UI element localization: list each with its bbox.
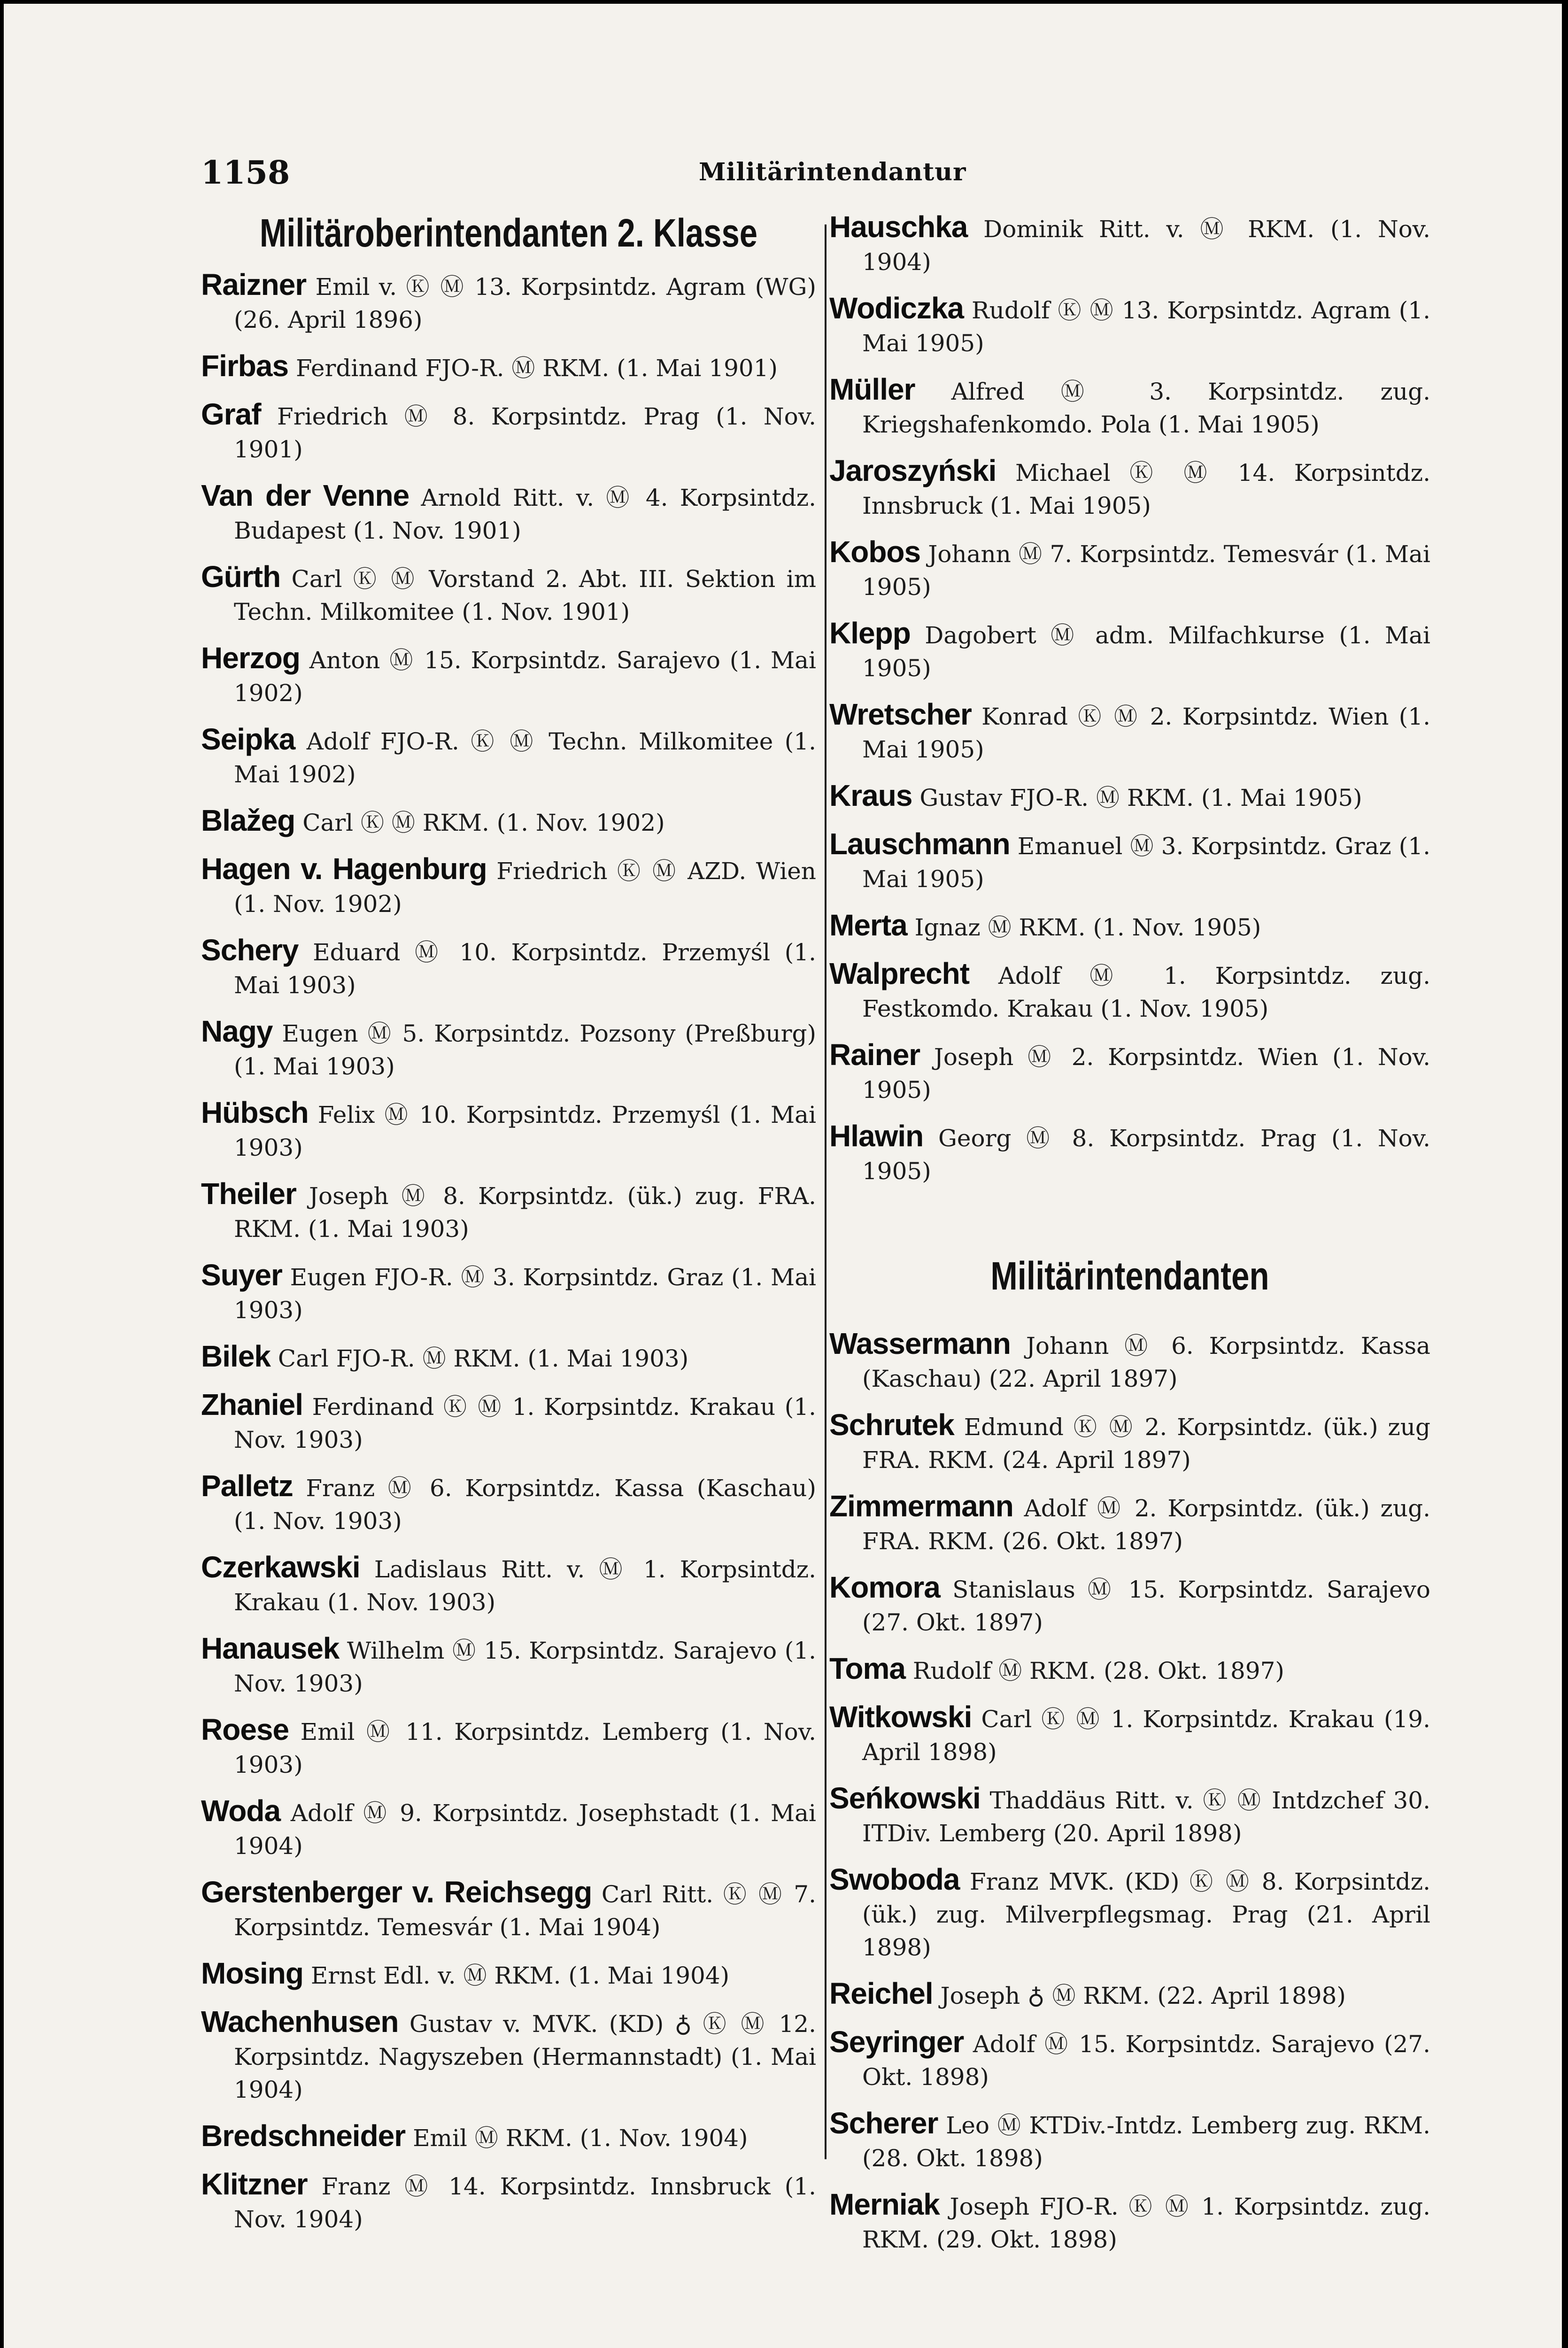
list-item (829, 1038, 1430, 1106)
entry-details: Felix Ⓜ 10. Korpsintdz. Przemyśl (1. Mai 1903) (234, 1101, 816, 1161)
entry-details: Dagobert Ⓜ adm. Milfachkurse (1. Mai 1905) (862, 622, 1430, 682)
entry-details: Johann Ⓜ 7. Korpsintdz. Temesvár (1. Mai 1905) (862, 541, 1430, 601)
list-item (201, 1177, 816, 1245)
entry-details: Eduard Ⓜ 10. Korpsintdz. Przemyśl (1. Mai 1903) (234, 939, 816, 999)
entry-surname: Swoboda (829, 1862, 960, 1896)
entry-surname: Lauschmann (829, 827, 1010, 861)
entry-surname: Blažeg (201, 803, 295, 837)
list-item (201, 1713, 816, 1781)
left-column (201, 210, 816, 2249)
section-title-oberintendanten: Militäroberintendanten 2. Klasse (259, 211, 758, 255)
entry-details: Ignaz Ⓜ RKM. (1. Nov. 1905) (914, 914, 1261, 941)
list-item (201, 268, 816, 336)
entry-details: Alfred Ⓜ 3. Korpsintdz. zug. Kriegshafenkomdo. Pola (1. Mai 1905) (862, 378, 1430, 438)
list-item (201, 1340, 816, 1375)
entry-details: Anton Ⓜ 15. Korpsintdz. Sarajevo (1. Mai 1902) (234, 647, 816, 707)
entry-surname: Wodiczka (829, 291, 964, 325)
entry-details: Adolf FJO-R. Ⓚ Ⓜ Techn. Milkomitee (1. Mai 1902) (234, 728, 816, 788)
entry-surname: Graf (201, 397, 261, 431)
entry-surname: Witkowski (829, 1700, 972, 1734)
entry-surname: Klepp (829, 616, 911, 650)
entry-details: Ernst Edl. v. Ⓜ RKM. (1. Mai 1904) (310, 1962, 730, 1989)
list-item (201, 1632, 816, 1700)
entry-details: Franz Ⓜ 14. Korpsintdz. Innsbruck (1. Nov. 1904) (234, 2173, 816, 2233)
list-item (829, 535, 1430, 603)
list-item (829, 1120, 1430, 1188)
list-item (201, 1388, 816, 1456)
list-item (829, 1977, 1430, 2012)
entry-surname: Palletz (201, 1469, 293, 1503)
entry-surname: Jaroszyński (829, 454, 996, 487)
list-item (829, 1571, 1430, 1639)
entry-details: Carl Ⓚ Ⓜ Vorstand 2. Abt. III. Sektion im Techn. Milkomitee (1. Nov. 1901) (234, 565, 816, 626)
entry-details: Joseph FJO-R. Ⓚ Ⓜ 1. Korpsintdz. zug. RKM. (29. Okt. 1898) (862, 2193, 1430, 2253)
list-item (201, 934, 816, 1002)
entry-details: Adolf Ⓜ 1. Korpsintdz. zug. Festkomdo. Krakau (1. Nov. 1905) (862, 962, 1430, 1022)
entry-surname: Herzog (201, 641, 300, 675)
entry-details: Thaddäus Ritt. v. Ⓚ Ⓜ Intdzchef 30. ITDiv. Lemberg (20. April 1898) (862, 1787, 1430, 1847)
list-item (829, 1863, 1430, 1964)
entry-surname: Raizner (201, 268, 307, 301)
list-item (829, 1408, 1430, 1476)
entry-surname: Seńkowski (829, 1781, 981, 1815)
list-item (201, 723, 816, 791)
entry-surname: Merta (829, 908, 907, 942)
entry-surname: Hlawin (829, 1119, 924, 1153)
entry-surname: Nagy (201, 1014, 273, 1048)
list-item (829, 1327, 1430, 1395)
list-item (201, 2168, 816, 2236)
entry-details: Adolf Ⓜ 15. Korpsintdz. Sarajevo (27. Okt. 1898) (862, 2031, 1430, 2091)
list-item (201, 641, 816, 710)
list-item (829, 909, 1430, 944)
entry-details: Adolf Ⓜ 9. Korpsintdz. Josephstadt (1. Mai 1904) (234, 1800, 816, 1860)
list-item (201, 1015, 816, 1083)
entry-surname: Seipka (201, 722, 295, 756)
entry-surname: Van der Venne (201, 479, 409, 512)
entry-list (829, 1327, 1430, 2256)
entry-surname: Komora (829, 1570, 940, 1604)
list-item (829, 2107, 1430, 2175)
entry-surname: Theiler (201, 1177, 296, 1211)
entry-surname: Toma (829, 1652, 905, 1685)
entry-surname: Czerkawski (201, 1550, 360, 1584)
list-item (829, 698, 1430, 766)
entry-surname: Hübsch (201, 1096, 309, 1129)
entry-details: Rudolf Ⓚ Ⓜ 13. Korpsintdz. Agram (1. Mai 1905) (862, 297, 1430, 357)
page-header (201, 154, 1422, 192)
list-item (201, 2005, 816, 2106)
list-item (829, 2025, 1430, 2093)
entry-details: Emil v. Ⓚ Ⓜ 13. Korpsintdz. Agram (WG) (26. April 1896) (234, 273, 816, 333)
entry-surname: Wachenhusen (201, 2005, 399, 2039)
entry-details: Emil Ⓜ RKM. (1. Nov. 1904) (413, 2124, 748, 2152)
list-item (201, 479, 816, 547)
entry-surname: Scherer (829, 2106, 938, 2140)
list-item (829, 210, 1430, 278)
entry-surname: Bredschneider (201, 2119, 406, 2153)
entry-details: Dominik Ritt. v. Ⓜ RKM. (1. Nov. 1904) (862, 216, 1431, 276)
entry-details: Joseph ♁ Ⓜ RKM. (22. April 1898) (940, 1982, 1346, 2009)
list-item (829, 1700, 1430, 1769)
list-item (829, 617, 1430, 685)
list-item (201, 398, 816, 466)
entry-details: Ferdinand Ⓚ Ⓜ 1. Korpsintdz. Krakau (1. Nov. 1903) (234, 1393, 816, 1453)
entry-surname: Bilek (201, 1339, 270, 1373)
right-column (829, 210, 1430, 2269)
entry-details: Rudolf Ⓜ RKM. (28. Okt. 1897) (912, 1657, 1284, 1684)
entry-details: Wilhelm Ⓜ 15. Korpsintdz. Sarajevo (1. Nov. 1903) (234, 1637, 816, 1697)
entry-details: Emanuel Ⓜ 3. Korpsintdz. Graz (1. Mai 1905) (862, 833, 1430, 893)
entry-details: Georg Ⓜ 8. Korpsintdz. Prag (1. Nov. 1905) (862, 1125, 1430, 1185)
list-item (201, 2119, 816, 2155)
entry-surname: Hauschka (829, 210, 968, 244)
entry-surname: Reichel (829, 1977, 933, 2010)
entry-details: Konrad Ⓚ Ⓜ 2. Korpsintdz. Wien (1. Mai 1905) (862, 703, 1430, 763)
page-number: 1158 (201, 154, 290, 192)
list-item (829, 827, 1430, 896)
book-page (4, 4, 1562, 2348)
entry-surname: Seyringer (829, 2025, 964, 2059)
list-item (829, 957, 1430, 1025)
list-item (201, 804, 816, 839)
entry-surname: Gerstenberger v. Reichsegg (201, 1875, 592, 1909)
entry-surname: Suyer (201, 1258, 282, 1292)
entry-surname: Rainer (829, 1038, 920, 1072)
entry-surname: Gürth (201, 560, 281, 594)
entry-list (201, 268, 816, 2236)
entry-surname: Wassermann (829, 1327, 1011, 1360)
list-item (829, 2188, 1430, 2256)
entry-surname: Walprecht (829, 957, 969, 990)
entry-details: Franz Ⓜ 6. Korpsintdz. Kassa (Kaschau) (1. Nov. 1903) (234, 1475, 816, 1535)
entry-details: Ladislaus Ritt. v. Ⓜ 1. Korpsintdz. Krakau (1. Nov. 1903) (234, 1556, 816, 1616)
entry-details: Gustav v. MVK. (KD) ♁ Ⓚ Ⓜ 12. Korpsintdz. Nagyszeben (Hermannstadt) (1. Mai 1904) (234, 2010, 816, 2103)
entry-details: Adolf Ⓜ 2. Korpsintdz. (ük.) zug. FRA. RKM. (26. Okt. 1897) (862, 1495, 1430, 1555)
entry-details: Carl FJO-R. Ⓜ RKM. (1. Mai 1903) (278, 1345, 689, 1372)
list-item (201, 1259, 816, 1327)
list-item (201, 1876, 816, 1944)
entry-details: Friedrich Ⓜ 8. Korpsintdz. Prag (1. Nov. 1901) (234, 403, 816, 463)
list-item (201, 560, 816, 628)
list-item (829, 292, 1430, 360)
list-item (829, 1652, 1430, 1687)
entry-details: Eugen FJO-R. Ⓜ 3. Korpsintdz. Graz (1. Mai 1903) (234, 1264, 816, 1324)
entry-surname: Hanausek (201, 1631, 340, 1665)
entry-details: Gustav FJO-R. Ⓜ RKM. (1. Mai 1905) (919, 784, 1362, 811)
entry-surname: Kobos (829, 535, 921, 569)
list-item (201, 852, 816, 920)
entry-details: Ferdinand FJO-R. Ⓜ RKM. (1. Mai 1901) (295, 355, 778, 382)
list-item (201, 1957, 816, 1992)
entry-details: Carl Ⓚ Ⓜ 1. Korpsintdz. Krakau (19. April 1898) (862, 1706, 1430, 1766)
entry-surname: Zhaniel (201, 1388, 303, 1421)
list-item (829, 454, 1430, 522)
entry-details: Joseph Ⓜ 8. Korpsintdz. (ük.) zug. FRA. RKM. (1. Mai 1903) (234, 1182, 816, 1243)
running-head: Militärintendantur (699, 158, 966, 186)
entry-details: Michael Ⓚ Ⓜ 14. Korpsintdz. Innsbruck (1. Mai 1905) (862, 459, 1430, 519)
entry-details: Johann Ⓜ 6. Korpsintdz. Kassa (Kaschau) (22. April 1897) (862, 1332, 1430, 1392)
entry-details: Joseph Ⓜ 2. Korpsintdz. Wien (1. Nov. 1905) (862, 1043, 1430, 1104)
column-divider (825, 224, 826, 2159)
entry-details: Emil Ⓜ 11. Korpsintdz. Lemberg (1. Nov. 1903) (234, 1718, 816, 1778)
entry-surname: Mosing (201, 1956, 303, 1990)
list-item (201, 1551, 816, 1619)
list-item (829, 373, 1430, 441)
entry-surname: Merniak (829, 2187, 940, 2221)
entry-details: Leo Ⓜ KTDiv.-Intdz. Lemberg zug. RKM. (28. Okt. 1898) (862, 2112, 1430, 2172)
entry-surname: Klitzner (201, 2167, 308, 2201)
entry-surname: Schery (201, 933, 299, 967)
list-item (201, 1096, 816, 1164)
entry-surname: Wretscher (829, 697, 972, 731)
entry-details: Arnold Ritt. v. Ⓜ 4. Korpsintdz. Budapest (1. Nov. 1901) (234, 484, 817, 544)
list-item (829, 1782, 1430, 1850)
entry-surname: Müller (829, 372, 915, 406)
section-title-intendanten: Militärintendanten (990, 1254, 1269, 1298)
entry-surname: Kraus (829, 779, 912, 812)
list-item (829, 1490, 1430, 1558)
entry-details: Carl Ⓚ Ⓜ RKM. (1. Nov. 1902) (302, 809, 665, 836)
list-item (829, 779, 1430, 814)
list-item (201, 1469, 816, 1537)
entry-surname: Roese (201, 1713, 289, 1746)
entry-surname: Schrutek (829, 1408, 954, 1442)
entry-list-continued (829, 210, 1430, 1188)
entry-surname: Firbas (201, 349, 289, 383)
entry-surname: Zimmermann (829, 1489, 1013, 1523)
entry-surname: Woda (201, 1794, 281, 1828)
entry-details: Eugen Ⓜ 5. Korpsintdz. Pozsony (Preßburg) (1. Mai 1903) (234, 1020, 816, 1080)
entry-details: Franz MVK. (KD) Ⓚ Ⓜ 8. Korpsintdz. (ük.) zug. Milverpflegsmag. Prag (21. April 1898) (862, 1868, 1430, 1961)
entry-details: Stanislaus Ⓜ 15. Korpsintdz. Sarajevo (27. Okt. 1897) (862, 1576, 1430, 1636)
entry-details: Friedrich Ⓚ Ⓜ AZD. Wien (1. Nov. 1902) (234, 857, 817, 918)
list-item (201, 1794, 816, 1862)
list-item (201, 349, 816, 385)
entry-surname: Hagen v. Hagenburg (201, 852, 487, 886)
entry-details: Carl Ritt. Ⓚ Ⓜ 7. Korpsintdz. Temesvár (1. Mai 1904) (234, 1881, 816, 1941)
entry-details: Edmund Ⓚ Ⓜ 2. Korpsintdz. (ük.) zug FRA. RKM. (24. April 1897) (862, 1413, 1430, 1474)
